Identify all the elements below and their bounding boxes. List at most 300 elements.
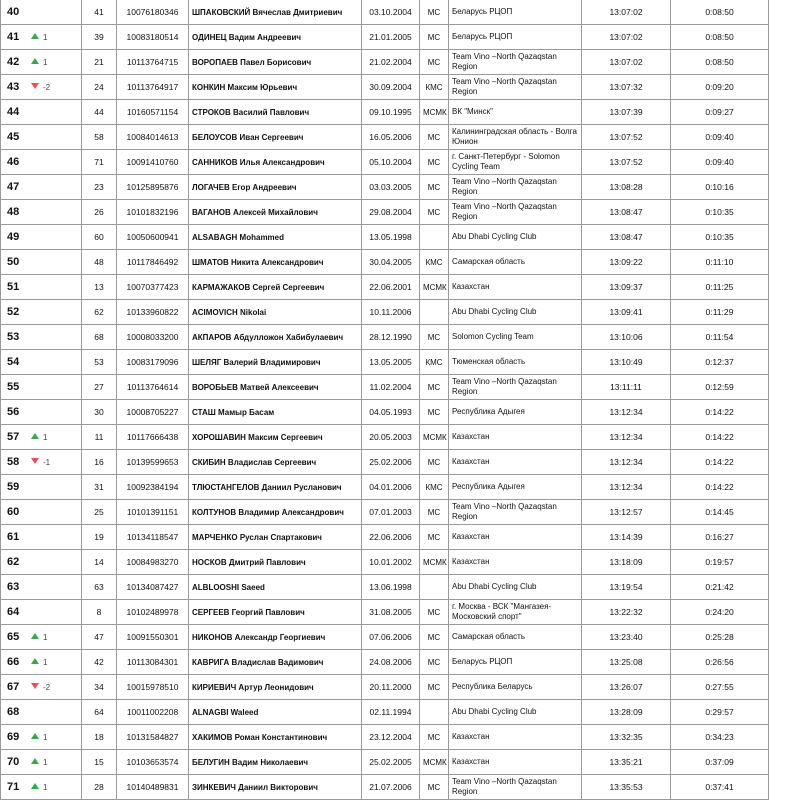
rider-name: ТЛЮСТАНГЕЛОВ Даниил Русланович [189, 475, 362, 500]
sport-category: МС [420, 600, 449, 625]
uci-id: 10070377423 [117, 275, 189, 300]
bib-number: 24 [82, 75, 117, 100]
uci-id: 10091410760 [117, 150, 189, 175]
sport-category: МСМК [420, 550, 449, 575]
place-number: 52 [7, 306, 20, 318]
bib-number: 15 [82, 750, 117, 775]
position-change-value: 1 [43, 33, 48, 42]
sport-category: КМС [420, 350, 449, 375]
team-name: Solomon Cycling Team [449, 325, 582, 350]
uci-id: 10084983270 [117, 550, 189, 575]
sport-category: МС [420, 0, 449, 25]
place-number: 50 [7, 256, 20, 268]
place-number: 51 [7, 281, 20, 293]
rider-name: АКПАРОВ Абдулложон Хабибулаевич [189, 325, 362, 350]
birth-date: 03.03.2005 [362, 175, 420, 200]
bib-number: 42 [82, 650, 117, 675]
sport-category: МС [420, 325, 449, 350]
rider-name: БЕЛУГИН Вадим Николаевич [189, 750, 362, 775]
birth-date: 05.10.2004 [362, 150, 420, 175]
finish-time: 13:18:09 [582, 550, 671, 575]
birth-date: 07.01.2003 [362, 500, 420, 525]
sport-category: КМС [420, 75, 449, 100]
uci-id: 10015978510 [117, 675, 189, 700]
time-gap: 0:24:20 [671, 600, 769, 625]
team-name: Казахстан [449, 750, 582, 775]
bib-number: 44 [82, 100, 117, 125]
team-name: ВК "Минск" [449, 100, 582, 125]
sport-category: МС [420, 675, 449, 700]
rider-name: МАРЧЕНКО Руслан Спартакович [189, 525, 362, 550]
rider-name: СТРОКОВ Василий Павлович [189, 100, 362, 125]
sport-category: МСМК [420, 275, 449, 300]
uci-id: 10134087427 [117, 575, 189, 600]
position-change [31, 58, 47, 67]
rider-name: СКИБИН Владислав Сергеевич [189, 450, 362, 475]
time-gap: 0:37:09 [671, 750, 769, 775]
table-row [1, 475, 769, 500]
rider-name: ALNAGBI Waleed [189, 700, 362, 725]
table-row [1, 200, 769, 225]
place-number: 56 [7, 406, 20, 418]
bib-number: 53 [82, 350, 117, 375]
table-row [1, 300, 769, 325]
time-gap: 0:14:45 [671, 500, 769, 525]
position-change [31, 758, 47, 767]
time-gap: 0:12:59 [671, 375, 769, 400]
table-row [1, 700, 769, 725]
finish-time: 13:12:34 [582, 400, 671, 425]
place-number: 68 [7, 706, 20, 718]
table-row [1, 425, 769, 450]
place-cell [1, 475, 82, 500]
birth-date: 21.01.2005 [362, 25, 420, 50]
uci-id: 10076180346 [117, 0, 189, 25]
time-gap: 0:08:50 [671, 25, 769, 50]
rider-name: ХАКИМОВ Роман Константинович [189, 725, 362, 750]
uci-id: 10113764715 [117, 50, 189, 75]
position-change [31, 33, 47, 42]
team-name: Республика Адыгея [449, 475, 582, 500]
sport-category [420, 700, 449, 725]
place-cell [1, 525, 82, 550]
position-change [31, 733, 47, 742]
sport-category: МС [420, 175, 449, 200]
arrow-up-icon [31, 633, 39, 639]
arrow-up-icon [31, 758, 39, 764]
time-gap: 0:10:35 [671, 225, 769, 250]
position-change [31, 783, 47, 792]
uci-id: 10117666438 [117, 425, 189, 450]
birth-date: 21.07.2006 [362, 775, 420, 800]
table-row [1, 325, 769, 350]
time-gap: 0:29:57 [671, 700, 769, 725]
finish-time: 13:11:11 [582, 375, 671, 400]
place-cell [1, 225, 82, 250]
place-cell [1, 450, 82, 475]
team-name: Казахстан [449, 425, 582, 450]
birth-date: 13.05.2005 [362, 350, 420, 375]
bib-number: 48 [82, 250, 117, 275]
team-name: г. Санкт-Петербург - Solomon Cycling Team [449, 150, 582, 175]
birth-date: 30.09.2004 [362, 75, 420, 100]
place-number: 44 [7, 106, 20, 118]
finish-time: 13:32:35 [582, 725, 671, 750]
arrow-up-icon [31, 33, 39, 39]
place-cell [1, 175, 82, 200]
position-change-value: 1 [43, 733, 48, 742]
place-cell [1, 275, 82, 300]
uci-id: 10134118547 [117, 525, 189, 550]
team-name: Беларусь РЦОП [449, 25, 582, 50]
table-row [1, 150, 769, 175]
birth-date: 20.11.2000 [362, 675, 420, 700]
arrow-up-icon [31, 433, 39, 439]
team-name: Казахстан [449, 725, 582, 750]
place-cell [1, 500, 82, 525]
place-cell [1, 0, 82, 25]
uci-id: 10103653574 [117, 750, 189, 775]
finish-time: 13:07:02 [582, 0, 671, 25]
table-row [1, 0, 769, 25]
table-row [1, 550, 769, 575]
place-number: 63 [7, 581, 20, 593]
birth-date: 29.08.2004 [362, 200, 420, 225]
birth-date: 22.06.2006 [362, 525, 420, 550]
bib-number: 41 [82, 0, 117, 25]
place-cell [1, 400, 82, 425]
rider-name: ОДИНЕЦ Вадим Андреевич [189, 25, 362, 50]
table-row [1, 125, 769, 150]
time-gap: 0:14:22 [671, 475, 769, 500]
team-name: Казахстан [449, 550, 582, 575]
team-name: Казахстан [449, 275, 582, 300]
finish-time: 13:12:57 [582, 500, 671, 525]
bib-number: 47 [82, 625, 117, 650]
sport-category: МС [420, 650, 449, 675]
sport-category: МС [420, 200, 449, 225]
place-number: 69 [7, 731, 20, 743]
bib-number: 28 [82, 775, 117, 800]
table-row [1, 650, 769, 675]
position-change-value: 1 [43, 783, 48, 792]
team-name: Team Vino –North Qazaqstan Region [449, 75, 582, 100]
position-change [31, 83, 50, 92]
birth-date: 31.08.2005 [362, 600, 420, 625]
birth-date: 25.02.2006 [362, 450, 420, 475]
birth-date: 28.12.1990 [362, 325, 420, 350]
time-gap: 0:21:42 [671, 575, 769, 600]
rider-name: ЗИНКЕВИЧ Даниил Викторович [189, 775, 362, 800]
table-row [1, 600, 769, 625]
table-row [1, 500, 769, 525]
sport-category: МС [420, 500, 449, 525]
position-change-value: -2 [43, 83, 51, 92]
rider-name: ШМАТОВ Никита Александрович [189, 250, 362, 275]
place-number: 71 [7, 781, 20, 793]
bib-number: 19 [82, 525, 117, 550]
time-gap: 0:16:27 [671, 525, 769, 550]
finish-time: 13:10:06 [582, 325, 671, 350]
table-row [1, 575, 769, 600]
uci-id: 10011002208 [117, 700, 189, 725]
uci-id: 10050600941 [117, 225, 189, 250]
table-row [1, 675, 769, 700]
birth-date: 04.01.2006 [362, 475, 420, 500]
sport-category: МС [420, 775, 449, 800]
rider-name: КАРМАЖАКОВ Сергей Сергеевич [189, 275, 362, 300]
bib-number: 64 [82, 700, 117, 725]
sport-category: МС [420, 50, 449, 75]
team-name: Team Vino –North Qazaqstan Region [449, 200, 582, 225]
bib-number: 26 [82, 200, 117, 225]
bib-number: 16 [82, 450, 117, 475]
place-cell [1, 725, 82, 750]
place-number: 42 [7, 56, 20, 68]
finish-time: 13:14:39 [582, 525, 671, 550]
bib-number: 62 [82, 300, 117, 325]
sport-category: МС [420, 400, 449, 425]
table-row [1, 750, 769, 775]
finish-time: 13:12:34 [582, 425, 671, 450]
uci-id: 10113084301 [117, 650, 189, 675]
bib-number: 34 [82, 675, 117, 700]
team-name: Республика Беларусь [449, 675, 582, 700]
bib-number: 30 [82, 400, 117, 425]
place-number: 64 [7, 606, 20, 618]
time-gap: 0:25:28 [671, 625, 769, 650]
team-name: Abu Dhabi Cycling Club [449, 225, 582, 250]
place-cell [1, 150, 82, 175]
place-cell [1, 350, 82, 375]
arrow-up-icon [31, 783, 39, 789]
uci-id: 10092384194 [117, 475, 189, 500]
team-name: Казахстан [449, 450, 582, 475]
birth-date: 09.10.1995 [362, 100, 420, 125]
finish-time: 13:19:54 [582, 575, 671, 600]
bib-number: 27 [82, 375, 117, 400]
birth-date: 25.02.2005 [362, 750, 420, 775]
place-number: 55 [7, 381, 20, 393]
rider-name: ШПАКОВСКИЙ Вячеслав Дмитриевич [189, 0, 362, 25]
place-number: 58 [7, 456, 20, 468]
finish-time: 13:28:09 [582, 700, 671, 725]
arrow-up-icon [31, 58, 39, 64]
place-cell [1, 650, 82, 675]
birth-date: 02.11.1994 [362, 700, 420, 725]
place-number: 49 [7, 231, 20, 243]
uci-id: 10083179096 [117, 350, 189, 375]
finish-time: 13:09:41 [582, 300, 671, 325]
table-row [1, 25, 769, 50]
bib-number: 63 [82, 575, 117, 600]
table-row [1, 250, 769, 275]
team-name: Казахстан [449, 525, 582, 550]
position-change-value: 1 [43, 58, 48, 67]
place-number: 62 [7, 556, 20, 568]
finish-time: 13:12:34 [582, 475, 671, 500]
birth-date: 10.01.2002 [362, 550, 420, 575]
sport-category: МС [420, 525, 449, 550]
table-row [1, 100, 769, 125]
time-gap: 0:11:54 [671, 325, 769, 350]
time-gap: 0:09:20 [671, 75, 769, 100]
place-cell [1, 425, 82, 450]
rider-name: НОСКОВ Дмитрий Павлович [189, 550, 362, 575]
rider-name: ВАГАНОВ Алексей Михайлович [189, 200, 362, 225]
table-row [1, 400, 769, 425]
uci-id: 10117846492 [117, 250, 189, 275]
time-gap: 0:11:10 [671, 250, 769, 275]
table-row [1, 350, 769, 375]
arrow-down-icon [31, 458, 39, 464]
uci-id: 10083180514 [117, 25, 189, 50]
place-cell [1, 750, 82, 775]
sport-category: МС [420, 725, 449, 750]
team-name: Team Vino –North Qazaqstan Region [449, 50, 582, 75]
birth-date: 04.05.1993 [362, 400, 420, 425]
position-change-value: 1 [43, 758, 48, 767]
place-cell [1, 325, 82, 350]
bib-number: 25 [82, 500, 117, 525]
place-cell [1, 75, 82, 100]
position-change-value: 1 [43, 633, 48, 642]
rider-name: КОЛТУНОВ Владимир Александрович [189, 500, 362, 525]
sport-category: МСМК [420, 750, 449, 775]
finish-time: 13:08:47 [582, 225, 671, 250]
place-cell [1, 25, 82, 50]
birth-date: 13.06.1998 [362, 575, 420, 600]
table-row [1, 75, 769, 100]
table-row [1, 275, 769, 300]
birth-date: 16.05.2006 [362, 125, 420, 150]
uci-id: 10008705227 [117, 400, 189, 425]
finish-time: 13:35:21 [582, 750, 671, 775]
place-cell [1, 675, 82, 700]
sport-category: КМС [420, 475, 449, 500]
bib-number: 21 [82, 50, 117, 75]
rider-name: ХОРОШАВИН Максим Сергеевич [189, 425, 362, 450]
uci-id: 10131584827 [117, 725, 189, 750]
rider-name: ЛОГАЧЕВ Егор Андреевич [189, 175, 362, 200]
place-cell [1, 300, 82, 325]
uci-id: 10113764917 [117, 75, 189, 100]
place-cell [1, 550, 82, 575]
bib-number: 23 [82, 175, 117, 200]
place-number: 54 [7, 356, 20, 368]
birth-date: 13.05.1998 [362, 225, 420, 250]
uci-id: 10160571154 [117, 100, 189, 125]
team-name: Abu Dhabi Cycling Club [449, 300, 582, 325]
birth-date: 30.04.2005 [362, 250, 420, 275]
place-number: 43 [7, 81, 20, 93]
finish-time: 13:26:07 [582, 675, 671, 700]
position-change-value: 1 [43, 658, 48, 667]
position-change-value: -2 [43, 683, 51, 692]
bib-number: 8 [82, 600, 117, 625]
place-number: 41 [7, 31, 20, 43]
finish-time: 13:23:40 [582, 625, 671, 650]
table-row [1, 175, 769, 200]
finish-time: 13:07:52 [582, 125, 671, 150]
team-name: Team Vino –North Qazaqstan Region [449, 375, 582, 400]
bib-number: 58 [82, 125, 117, 150]
position-change [31, 458, 50, 467]
table-row [1, 375, 769, 400]
finish-time: 13:07:52 [582, 150, 671, 175]
uci-id: 10133960822 [117, 300, 189, 325]
team-name: Самарская область [449, 625, 582, 650]
time-gap: 0:26:56 [671, 650, 769, 675]
arrow-down-icon [31, 83, 39, 89]
finish-time: 13:09:37 [582, 275, 671, 300]
rider-name: НИКОНОВ Александр Георгиевич [189, 625, 362, 650]
rider-name: БЕЛОУСОВ Иван Сергеевич [189, 125, 362, 150]
team-name: Team Vino –North Qazaqstan Region [449, 175, 582, 200]
results-body [1, 0, 769, 800]
birth-date: 20.05.2003 [362, 425, 420, 450]
rider-name: ACIMOVICH Nikolai [189, 300, 362, 325]
team-name: Тюменская область [449, 350, 582, 375]
birth-date: 23.12.2004 [362, 725, 420, 750]
finish-time: 13:07:39 [582, 100, 671, 125]
bib-number: 68 [82, 325, 117, 350]
team-name: Калининградская область - Волга Юнион [449, 125, 582, 150]
time-gap: 0:09:40 [671, 125, 769, 150]
time-gap: 0:08:50 [671, 50, 769, 75]
position-change [31, 683, 50, 692]
sport-category: МС [420, 450, 449, 475]
rider-name: ШЕЛЯГ Валерий Владимирович [189, 350, 362, 375]
bib-number: 71 [82, 150, 117, 175]
uci-id: 10140489831 [117, 775, 189, 800]
time-gap: 0:11:29 [671, 300, 769, 325]
rider-name: КИРИЕВИЧ Артур Леонидович [189, 675, 362, 700]
rider-name: ALSABAGH Mohammed [189, 225, 362, 250]
place-number: 65 [7, 631, 20, 643]
table-row [1, 725, 769, 750]
sport-category [420, 575, 449, 600]
team-name: Республика Адыгея [449, 400, 582, 425]
bib-number: 31 [82, 475, 117, 500]
finish-time: 13:08:28 [582, 175, 671, 200]
time-gap: 0:11:25 [671, 275, 769, 300]
place-cell [1, 775, 82, 800]
table-row [1, 625, 769, 650]
uci-id: 10091550301 [117, 625, 189, 650]
table-row [1, 225, 769, 250]
time-gap: 0:08:50 [671, 0, 769, 25]
place-cell [1, 125, 82, 150]
time-gap: 0:27:55 [671, 675, 769, 700]
table-row [1, 775, 769, 800]
place-cell [1, 200, 82, 225]
sport-category: МСМК [420, 425, 449, 450]
uci-id: 10008033200 [117, 325, 189, 350]
rider-name: КОНКИН Максим Юрьевич [189, 75, 362, 100]
place-cell [1, 100, 82, 125]
rider-name: ВОРОБЬЕВ Матвей Алексеевич [189, 375, 362, 400]
place-number: 60 [7, 506, 20, 518]
time-gap: 0:37:41 [671, 775, 769, 800]
position-change [31, 658, 47, 667]
bib-number: 11 [82, 425, 117, 450]
sport-category: МСМК [420, 100, 449, 125]
bib-number: 13 [82, 275, 117, 300]
team-name: Беларусь РЦОП [449, 650, 582, 675]
uci-id: 10084014613 [117, 125, 189, 150]
sport-category [420, 225, 449, 250]
